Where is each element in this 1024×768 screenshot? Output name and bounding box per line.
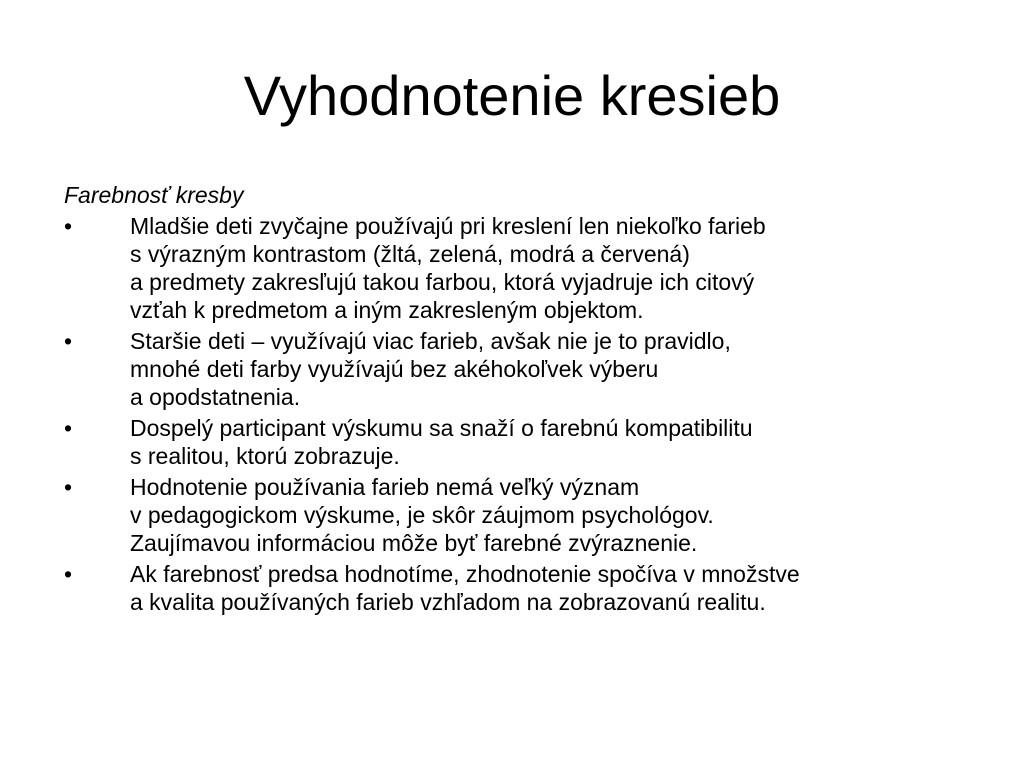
bullet-line: Mladšie deti zvyčajne používajú pri kreslení len niekoľko farieb xyxy=(130,213,766,239)
bullet-item xyxy=(64,327,984,411)
bullet-line: Staršie deti – využívajú viac farieb, avšak nie je to pravidlo, xyxy=(130,328,731,354)
bullet-icon: • xyxy=(64,415,73,441)
bullet-icon: • xyxy=(64,328,73,354)
bullet-line: Ak farebnosť predsa hodnotíme, zhodnotenie spočíva v množstve xyxy=(130,561,800,587)
bullet-line: a kvalita používaných farieb vzhľadom na zobrazovanú realitu. xyxy=(130,589,766,615)
bullet-line: v pedagogickom výskume, je skôr záujmom psychológov. xyxy=(130,502,714,528)
bullet-icon: • xyxy=(64,474,73,500)
bullet-list xyxy=(64,212,984,616)
bullet-line: Zaujímavou informáciou môže byť farebné zvýraznenie. xyxy=(130,530,698,556)
bullet-icon: • xyxy=(64,213,73,239)
bullet-line: Hodnotenie používania farieb nemá veľký význam xyxy=(130,474,640,500)
bullet-line: a predmety zakresľujú takou farbou, ktorá vyjadruje ich citový xyxy=(130,269,755,295)
bullet-line: s realitou, ktorú zobrazuje. xyxy=(130,443,400,469)
bullet-item xyxy=(64,560,984,616)
section-subtitle: Farebnosť kresby xyxy=(64,182,244,208)
bullet-item xyxy=(64,414,984,470)
bullet-line: Dospelý participant výskumu sa snaží o farebnú kompatibilitu xyxy=(130,415,753,441)
bullet-icon: • xyxy=(64,561,73,587)
slide-title: Vyhodnotenie kresieb xyxy=(243,64,781,127)
bullet-item xyxy=(64,473,984,557)
bullet-line: s výrazným kontrastom (žltá, zelená, modrá a červená) xyxy=(130,241,690,267)
bullet-line: a opodstatnenia. xyxy=(130,384,301,410)
slide-content xyxy=(64,181,984,619)
bullet-line: mnohé deti farby využívajú bez akéhokoľvek výberu xyxy=(130,356,659,382)
bullet-line: vzťah k predmetom a iným zakresleným objektom. xyxy=(130,297,644,323)
bullet-item xyxy=(64,212,984,324)
